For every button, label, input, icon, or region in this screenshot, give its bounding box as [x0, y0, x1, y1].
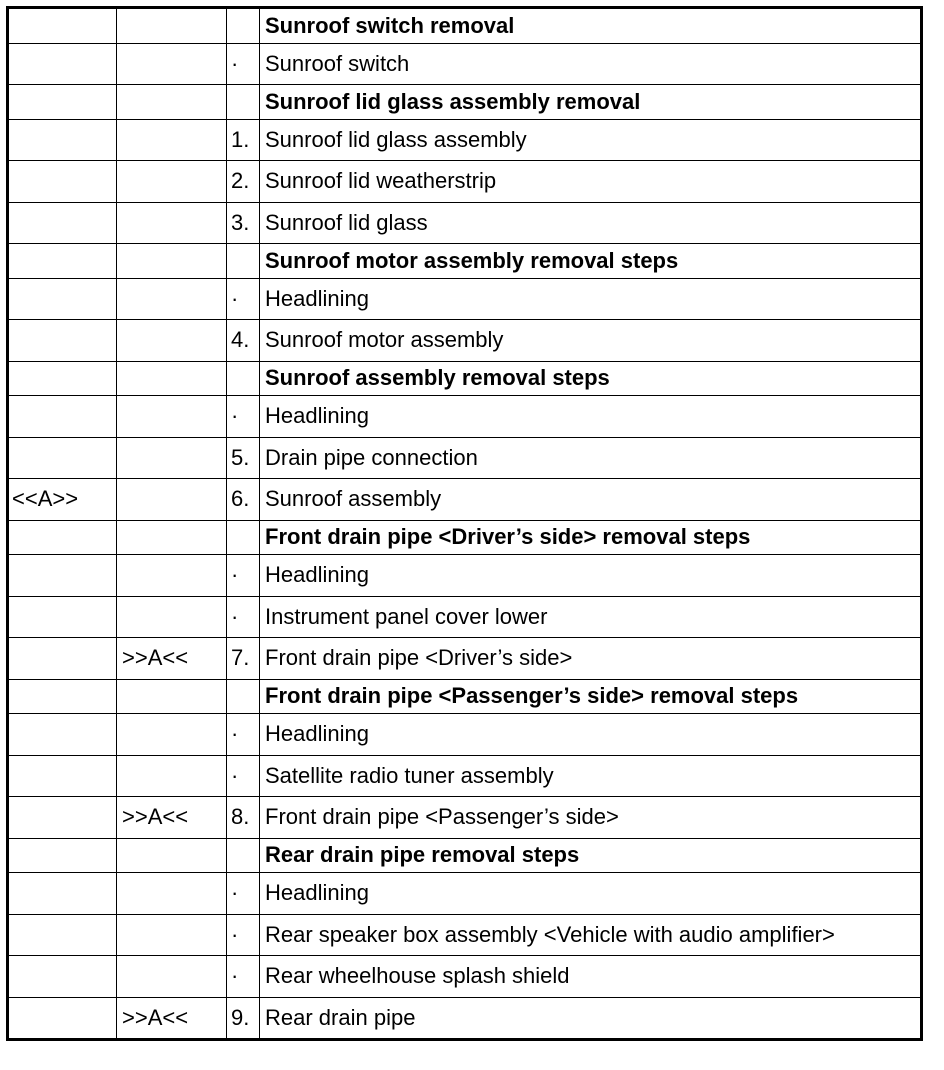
step-number-cell: · [227, 43, 260, 85]
table-row [8, 914, 922, 956]
step-number-cell: · [227, 914, 260, 956]
removal-steps-body [8, 8, 922, 1040]
removal-note-cell [8, 714, 117, 756]
table-row [8, 714, 922, 756]
removal-note-cell [8, 85, 117, 120]
removal-note-cell [8, 638, 117, 680]
installation-note-cell [117, 679, 227, 714]
step-number-cell: · [227, 278, 260, 320]
installation-note-cell [117, 244, 227, 279]
step-number-cell: · [227, 596, 260, 638]
installation-note-cell: >>A<< [117, 997, 227, 1040]
procedure-heading: Sunroof assembly removal steps [260, 361, 922, 396]
procedure-heading: Front drain pipe <Driver’s side> removal steps [260, 520, 922, 555]
procedure-heading-row [8, 838, 922, 873]
procedure-heading: Sunroof motor assembly removal steps [260, 244, 922, 279]
step-number-cell: · [227, 555, 260, 597]
table-row [8, 161, 922, 203]
part-name-cell: Sunroof switch [260, 43, 922, 85]
removal-note-cell [8, 361, 117, 396]
removal-note-cell [8, 755, 117, 797]
step-number-cell: 3. [227, 202, 260, 244]
step-number-cell: · [227, 396, 260, 438]
removal-note-cell: <<A>> [8, 479, 117, 521]
removal-note-cell [8, 873, 117, 915]
procedure-heading-row [8, 85, 922, 120]
table-row [8, 638, 922, 680]
removal-note-cell [8, 520, 117, 555]
step-number-cell [227, 838, 260, 873]
table-row [8, 797, 922, 839]
step-number-cell [227, 520, 260, 555]
table-row [8, 396, 922, 438]
installation-note-cell [117, 956, 227, 998]
procedure-heading-row [8, 520, 922, 555]
part-name-cell: Sunroof lid glass [260, 202, 922, 244]
installation-note-cell: >>A<< [117, 797, 227, 839]
removal-note-cell [8, 396, 117, 438]
installation-note-cell [117, 479, 227, 521]
part-name-cell: Sunroof lid glass assembly [260, 119, 922, 161]
installation-note-cell [117, 8, 227, 44]
procedure-heading-row [8, 244, 922, 279]
part-name-cell: Sunroof motor assembly [260, 320, 922, 362]
removal-note-cell [8, 679, 117, 714]
procedure-heading: Sunroof switch removal [260, 8, 922, 44]
step-number-cell: 2. [227, 161, 260, 203]
part-name-cell: Headlining [260, 555, 922, 597]
part-name-cell: Rear drain pipe [260, 997, 922, 1040]
step-number-cell [227, 244, 260, 279]
procedure-heading-row [8, 361, 922, 396]
table-row [8, 755, 922, 797]
step-number-cell: 1. [227, 119, 260, 161]
part-name-cell: Sunroof assembly [260, 479, 922, 521]
step-number-cell [227, 361, 260, 396]
table-row [8, 278, 922, 320]
table-row [8, 997, 922, 1040]
installation-note-cell [117, 161, 227, 203]
table-row [8, 555, 922, 597]
removal-note-cell [8, 43, 117, 85]
installation-note-cell [117, 85, 227, 120]
step-number-cell: 7. [227, 638, 260, 680]
part-name-cell: Sunroof lid weatherstrip [260, 161, 922, 203]
table-row [8, 202, 922, 244]
installation-note-cell: >>A<< [117, 638, 227, 680]
installation-note-cell [117, 437, 227, 479]
table-row [8, 437, 922, 479]
procedure-heading-row [8, 679, 922, 714]
procedure-heading-row [8, 8, 922, 44]
part-name-cell: Rear speaker box assembly <Vehicle with audio amplifier> [260, 914, 922, 956]
installation-note-cell [117, 714, 227, 756]
installation-note-cell [117, 202, 227, 244]
part-name-cell: Drain pipe connection [260, 437, 922, 479]
step-number-cell: · [227, 755, 260, 797]
table-row [8, 479, 922, 521]
removal-note-cell [8, 8, 117, 44]
step-number-cell: 6. [227, 479, 260, 521]
installation-note-cell [117, 520, 227, 555]
part-name-cell: Headlining [260, 714, 922, 756]
part-name-cell: Headlining [260, 396, 922, 438]
installation-note-cell [117, 914, 227, 956]
part-name-cell: Front drain pipe <Passenger’s side> [260, 797, 922, 839]
step-number-cell: · [227, 714, 260, 756]
installation-note-cell [117, 43, 227, 85]
installation-note-cell [117, 396, 227, 438]
removal-note-cell [8, 914, 117, 956]
installation-note-cell [117, 838, 227, 873]
removal-note-cell [8, 119, 117, 161]
removal-note-cell [8, 244, 117, 279]
removal-note-cell [8, 161, 117, 203]
removal-note-cell [8, 278, 117, 320]
part-name-cell: Front drain pipe <Driver’s side> [260, 638, 922, 680]
removal-note-cell [8, 997, 117, 1040]
step-number-cell: 8. [227, 797, 260, 839]
removal-note-cell [8, 956, 117, 998]
step-number-cell [227, 679, 260, 714]
removal-note-cell [8, 437, 117, 479]
removal-steps-table [6, 6, 923, 1041]
part-name-cell: Headlining [260, 278, 922, 320]
part-name-cell: Rear wheelhouse splash shield [260, 956, 922, 998]
part-name-cell: Headlining [260, 873, 922, 915]
table-row [8, 320, 922, 362]
installation-note-cell [117, 873, 227, 915]
table-row [8, 873, 922, 915]
table-row [8, 956, 922, 998]
procedure-heading: Sunroof lid glass assembly removal [260, 85, 922, 120]
step-number-cell [227, 8, 260, 44]
installation-note-cell [117, 320, 227, 362]
table-row [8, 119, 922, 161]
installation-note-cell [117, 596, 227, 638]
removal-note-cell [8, 797, 117, 839]
installation-note-cell [117, 119, 227, 161]
installation-note-cell [117, 278, 227, 320]
procedure-heading: Rear drain pipe removal steps [260, 838, 922, 873]
removal-note-cell [8, 555, 117, 597]
removal-note-cell [8, 320, 117, 362]
removal-note-cell [8, 838, 117, 873]
step-number-cell: 4. [227, 320, 260, 362]
part-name-cell: Instrument panel cover lower [260, 596, 922, 638]
installation-note-cell [117, 755, 227, 797]
installation-note-cell [117, 555, 227, 597]
removal-note-cell [8, 596, 117, 638]
step-number-cell: · [227, 956, 260, 998]
step-number-cell: 5. [227, 437, 260, 479]
installation-note-cell [117, 361, 227, 396]
step-number-cell: 9. [227, 997, 260, 1040]
table-row [8, 596, 922, 638]
table-row [8, 43, 922, 85]
procedure-heading: Front drain pipe <Passenger’s side> removal steps [260, 679, 922, 714]
step-number-cell [227, 85, 260, 120]
part-name-cell: Satellite radio tuner assembly [260, 755, 922, 797]
step-number-cell: · [227, 873, 260, 915]
removal-note-cell [8, 202, 117, 244]
